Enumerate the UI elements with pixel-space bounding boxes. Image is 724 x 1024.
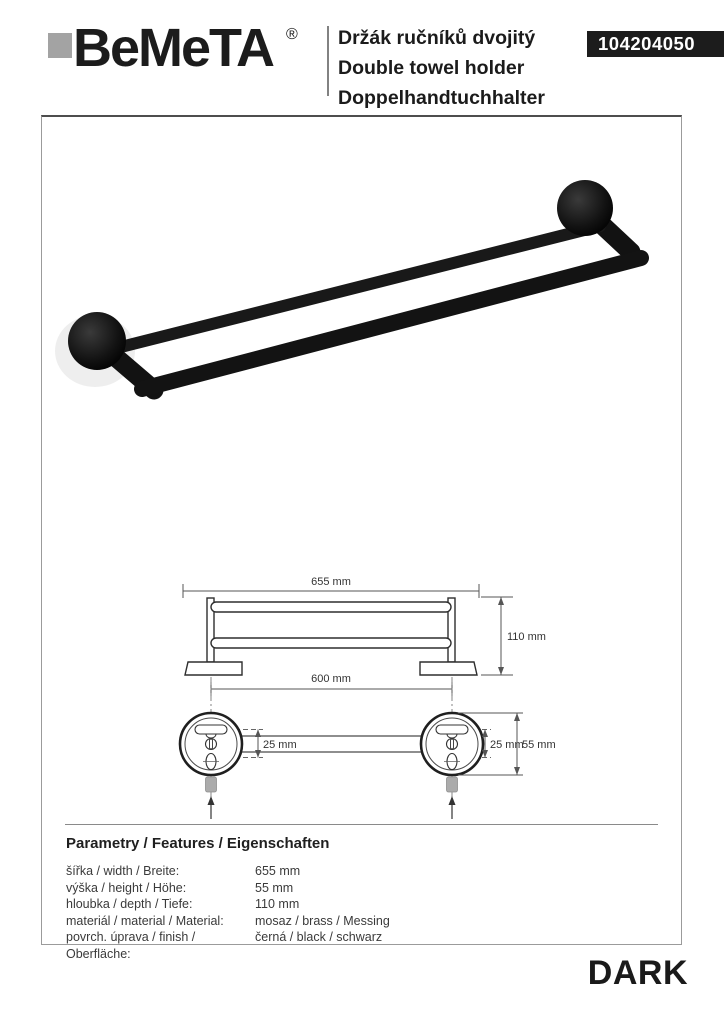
parameter-value: 655 mm <box>255 864 301 878</box>
technical-drawing <box>150 565 570 830</box>
registered-mark: ® <box>286 26 298 43</box>
parameter-value: černá / black / schwarz <box>255 930 383 945</box>
front-view <box>180 713 491 819</box>
dim-depth-arrow-top <box>498 597 504 605</box>
header-divider <box>327 26 329 96</box>
right-wall-plate <box>421 713 483 775</box>
product-photo <box>42 125 682 455</box>
collection-name: DARK <box>587 954 688 992</box>
dim-left-hole <box>255 730 261 758</box>
left-wall-plate <box>180 713 242 775</box>
brand-square-icon <box>48 33 72 58</box>
product-titles <box>338 23 545 113</box>
dim-left-hole-label: 25 mm <box>263 739 297 751</box>
dim-right-hole-label: 25 mm <box>490 739 524 751</box>
left-screw-anchor <box>206 777 217 819</box>
product-title-cs: Držák ručníků dvojitý <box>338 27 536 49</box>
side-view <box>185 598 477 675</box>
parameters-table <box>66 863 606 963</box>
right-screw-anchor <box>447 777 458 819</box>
parameters-divider <box>65 824 658 825</box>
right-wall-flange <box>557 180 613 236</box>
left-wall-flange <box>68 312 126 370</box>
parameter-row <box>66 880 606 897</box>
parameter-row <box>66 863 606 880</box>
dim-total-width-label: 655 mm <box>311 576 351 588</box>
dim-depth-arrow-bottom <box>498 667 504 675</box>
dim-flange-arrow-bottom <box>514 767 520 775</box>
dim-mount-spacing-label: 600 mm <box>311 673 351 685</box>
dim-flange-diameter-label: 55 mm <box>522 739 556 751</box>
product-title-de: Doppelhandtuchhalter <box>338 87 545 109</box>
parameter-value: mosaz / brass / Messing <box>255 913 390 928</box>
top-bar <box>211 602 451 612</box>
parameter-label: hloubka / depth / Tiefe: <box>66 897 193 912</box>
dim-depth-label: 110 mm <box>507 631 546 643</box>
parameter-label: výška / height / Höhe: <box>66 880 187 895</box>
bottom-bar <box>211 638 451 648</box>
parameter-row <box>66 913 606 930</box>
parameter-label: šířka / width / Breite: <box>66 864 180 878</box>
brand-logo: BeMeTA <box>73 18 274 78</box>
parameter-label: materiál / material / Material: <box>66 913 224 928</box>
right-foot <box>420 662 477 675</box>
product-code-badge: 104204050 <box>587 31 724 57</box>
dim-flange-arrow-top <box>514 713 520 721</box>
left-foot <box>185 662 242 675</box>
parameters-title: Parametry / Features / Eigenschaften <box>66 835 330 852</box>
parameter-value: 110 mm <box>255 897 300 912</box>
parameter-value: 55 mm <box>255 880 294 895</box>
parameter-label: povrch. úprava / finish / Oberfläche: <box>66 930 196 961</box>
parameter-row <box>66 929 606 962</box>
product-title-en: Double towel holder <box>338 57 525 79</box>
parameter-row <box>66 896 606 913</box>
